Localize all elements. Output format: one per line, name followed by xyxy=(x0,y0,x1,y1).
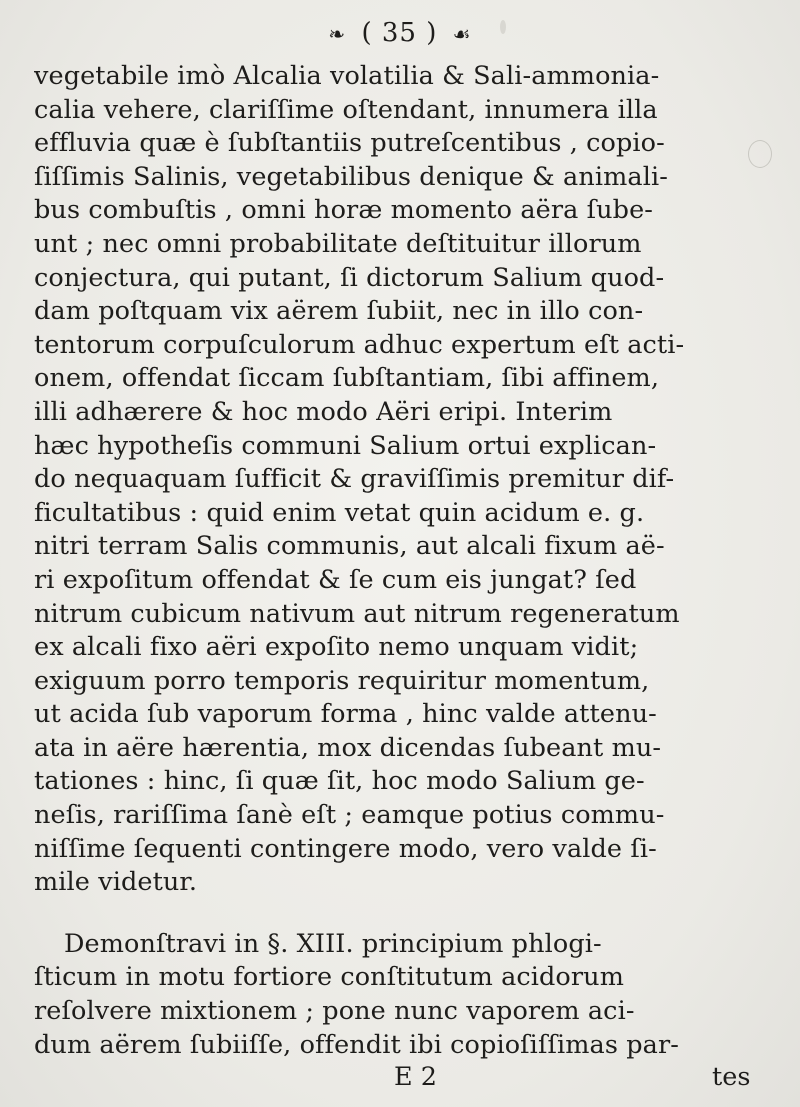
text-line: dum aërem ſubiiſſe, offendit ibi copioſiſſimas par- xyxy=(34,1029,679,1060)
text-line: nitri terram Salis communis, aut alcali fixum aë- xyxy=(34,531,665,562)
text-line: neſis, rariſſima ſanè eſt ; eamque potius commu- xyxy=(34,800,665,831)
text-line: onem, offendat ſiccam ſubſtantiam, ſibi affinem, xyxy=(34,363,660,394)
text-line: nitrum cubicum nativum aut nitrum regeneratum xyxy=(34,598,680,629)
body-text xyxy=(34,60,774,1062)
text-line: ut acida ſub vaporum forma , hinc valde attenu- xyxy=(34,699,657,730)
text-line: bus combuſtis , omni horæ momento aëra ſube- xyxy=(34,195,654,226)
right-ornament-icon: ☙ xyxy=(452,22,472,46)
text-line: ata in aëre hærentia, mox dicendas ſubeant mu- xyxy=(34,732,662,763)
text-line: dam poſtquam vix aërem ſubiit, nec in illo con- xyxy=(34,296,644,327)
text-line: ficultatibus : quid enim vetat quin acidum e. g. xyxy=(34,497,645,528)
page-header xyxy=(0,18,800,48)
signature-mark: E 2 xyxy=(394,1062,437,1092)
text-line: exiguum porro temporis requiritur momentum, xyxy=(34,665,650,696)
left-ornament-icon: ❧ xyxy=(328,22,347,46)
text-line: unt ; nec omni probabilitate deſtituitur illorum xyxy=(34,228,642,259)
text-line: vegetabile imò Alcalia volatilia & Sali-ammonia- xyxy=(34,61,660,91)
text-line: tentorum corpuſculorum adhuc expertum eſt acti- xyxy=(34,329,685,360)
text-line: calia vehere, clariſſime oſtendant, innumera illa xyxy=(34,94,658,125)
text-line: ſticum in motu fortiore conſtitutum acidorum xyxy=(34,962,624,993)
text-line: reſolvere mixtionem ; pone nunc vaporem aci- xyxy=(34,996,635,1027)
text-line: mile videtur. xyxy=(34,867,198,898)
text-line: niſſime ſequenti contingere modo, vero valde ſi- xyxy=(34,833,657,864)
text-line: ſiſſimis Salinis, vegetabilibus denique & animali- xyxy=(34,161,668,192)
text-line: hæc hypotheſis communi Salium ortui explican- xyxy=(34,430,657,461)
catchword: tes xyxy=(712,1062,751,1092)
text-line: conjectura, qui putant, ſi dictorum Salium quod- xyxy=(34,262,665,293)
paragraph-gap xyxy=(34,900,774,928)
text-line: Demonſtravi in §. XIII. principium phlogi- xyxy=(64,928,602,959)
text-line: illi adhærere & hoc modo Aëri eripi. Interim xyxy=(34,396,613,427)
text-line: effluvia quæ è ſubſtantiis putreſcentibus , copio- xyxy=(34,128,665,159)
text-line: tationes : hinc, ſi quæ ſit, hoc modo Salium ge- xyxy=(34,766,645,797)
text-line: ex alcali fixo aëri expoſito nemo unquam vidit; xyxy=(34,632,639,663)
text-line: ri expoſitum offendat & ſe cum eis jungat? ſed xyxy=(34,564,637,595)
page-footer xyxy=(0,1062,800,1096)
page-number: ( 35 ) xyxy=(361,18,438,48)
text-line: do nequaquam ſufficit & graviſſimis premitur dif- xyxy=(34,464,675,495)
